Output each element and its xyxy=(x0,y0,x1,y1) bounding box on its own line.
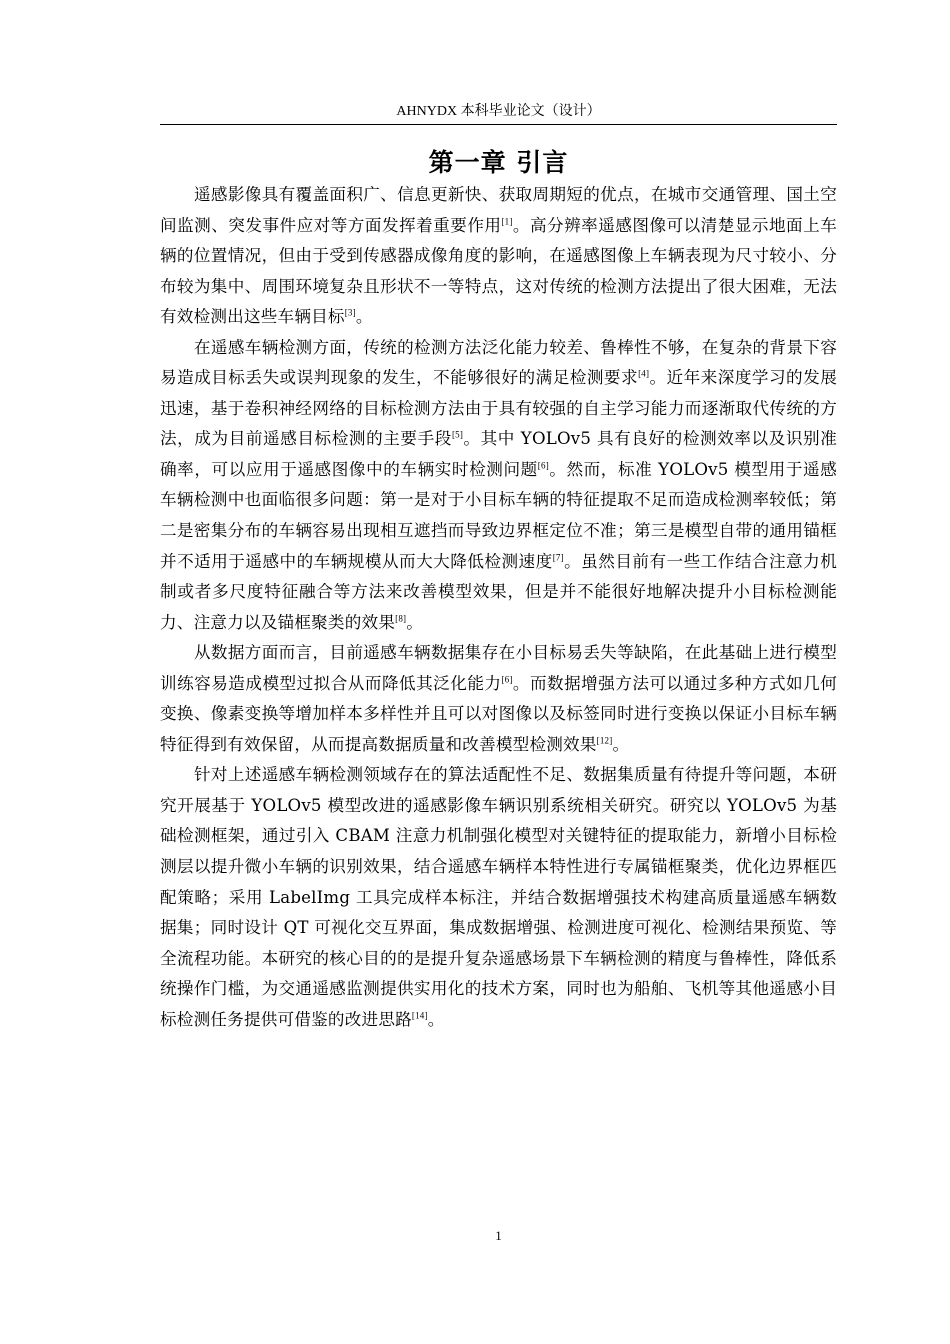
running-header xyxy=(160,103,837,125)
citation-ref: [5] xyxy=(451,429,464,440)
paragraph-text: 。近年来深度学习的发展迅速，基于卷积神经网络的目标检测方法由于具有较强的自主学习能力而逐渐取代传统的方法，成为目前遥感目标检测的主要手段 xyxy=(160,368,837,449)
paragraph xyxy=(160,760,837,1035)
paragraph-text: 从数据方面而言，目前遥感车辆数据集存在小目标易丢失等缺陷，在此基础上进行模型训练容易造成模型过拟合从而降低其泛化能力 xyxy=(160,643,837,693)
paragraph-text: 。 xyxy=(427,1009,445,1029)
paragraph xyxy=(160,333,837,638)
paragraph-text: 。虽然目前有一些工作结合注意力机制或者多尺度特征融合等方法来改善模型效果，但是并不能很好地解决提升小目标检测能力、注意力以及锚框聚类的效果 xyxy=(160,551,837,632)
paragraph xyxy=(160,638,837,760)
citation-ref: [12] xyxy=(596,735,613,746)
page-number: 1 xyxy=(495,1228,502,1243)
paragraph-text: 。其中 YOLOv5 具有良好的检测效率以及识别准确率，可以应用于遥感图像中的车辆实时检测问题 xyxy=(160,429,837,479)
citation-ref: [6] xyxy=(537,460,549,471)
body-text xyxy=(160,180,837,1035)
paragraph-text: 。 xyxy=(406,612,424,632)
citation-ref: [7] xyxy=(552,552,564,563)
paragraph-text: 。 xyxy=(355,307,373,327)
paragraph-text: 在遥感车辆检测方面，传统的检测方法泛化能力较差、鲁棒性不够，在复杂的背景下容易造成目标丢失或误判现象的发生，不能够很好的满足检测要求 xyxy=(160,337,837,388)
citation-ref: [3] xyxy=(344,307,356,318)
citation-ref: [4] xyxy=(638,368,650,379)
paragraph-text: 。然而，标准 YOLOv5 模型用于遥感车辆检测中也面临很多问题：第一是对于小目标车辆的特征提取不足而造成检测率较低；第二是密集分布的车辆容易出现相互遮挡而导致边界框定位不准；第三是模型自带的通用锚框并不适用于遥感中的车辆规模从而大大降低检测速度 xyxy=(160,459,837,571)
paragraph-text: 遥感影像具有覆盖面积广、信息更新快、获取周期短的优点，在城市交通管理、国土空间监测、突发事件应对等方面发挥着重要作用 xyxy=(160,185,837,235)
paragraph-text: 。 xyxy=(612,734,630,754)
paragraph xyxy=(160,180,837,333)
citation-ref: [14] xyxy=(411,1010,428,1021)
citation-ref: [8] xyxy=(395,613,407,624)
citation-ref: [1] xyxy=(501,216,513,227)
running-header-text: AHNYDX 本科毕业论文（设计） xyxy=(396,104,601,119)
chapter-title: 第一章 引言 xyxy=(428,148,569,177)
citation-ref: [6] xyxy=(501,674,513,685)
paragraph-text: 。而数据增强方法可以通过多种方式如几何变换、像素变换等增加样本多样性并且可以对图像以及标签同时进行变换以保证小目标车辆特征得到有效保留，从而提高数据质量和改善模型检测效果 xyxy=(160,673,837,754)
paragraph-text: 针对上述遥感车辆检测领域存在的算法适配性不足、数据集质量有待提升等问题，本研究开展基于 YOLOv5 模型改进的遥感影像车辆识别系统相关研究。研究以 YOLOv5 为基础检测框架，通过引入 CBAM 注意力机制强化模型对关键特征的提取能力，新增小目标检测层以提升微小车辆的识别效果，结合遥感车辆样本特性进行专属锚框聚类，优化边界框匹配策略；采用 LabelImg 工具完成样本标注，并结合数据增强技术构建高质量遥感车辆数据集；同时设计 QT 可视化交互界面，集成数据增强、检测进度可视化、检测结果预览、等全流程功能。本研究的核心目的的是提升复杂遥感场景下车辆检测的精度与鲁棒性，降低系统操作门槛，为交通遥感监测提供实用化的技术方案，同时也为船舶、飞机等其他遥感小目标检测任务提供可借鉴的改进思路 xyxy=(160,765,837,1029)
paragraph-text: 。高分辨率遥感图像可以清楚显示地面上车辆的位置情况，但由于受到传感器成像角度的影响，在遥感图像上车辆表现为尺寸较小、分布较为集中、周围环境复杂且形状不一等特点，这对传统的检测方法提出了很大困难，无法有效检测出这些车辆目标 xyxy=(160,215,837,327)
